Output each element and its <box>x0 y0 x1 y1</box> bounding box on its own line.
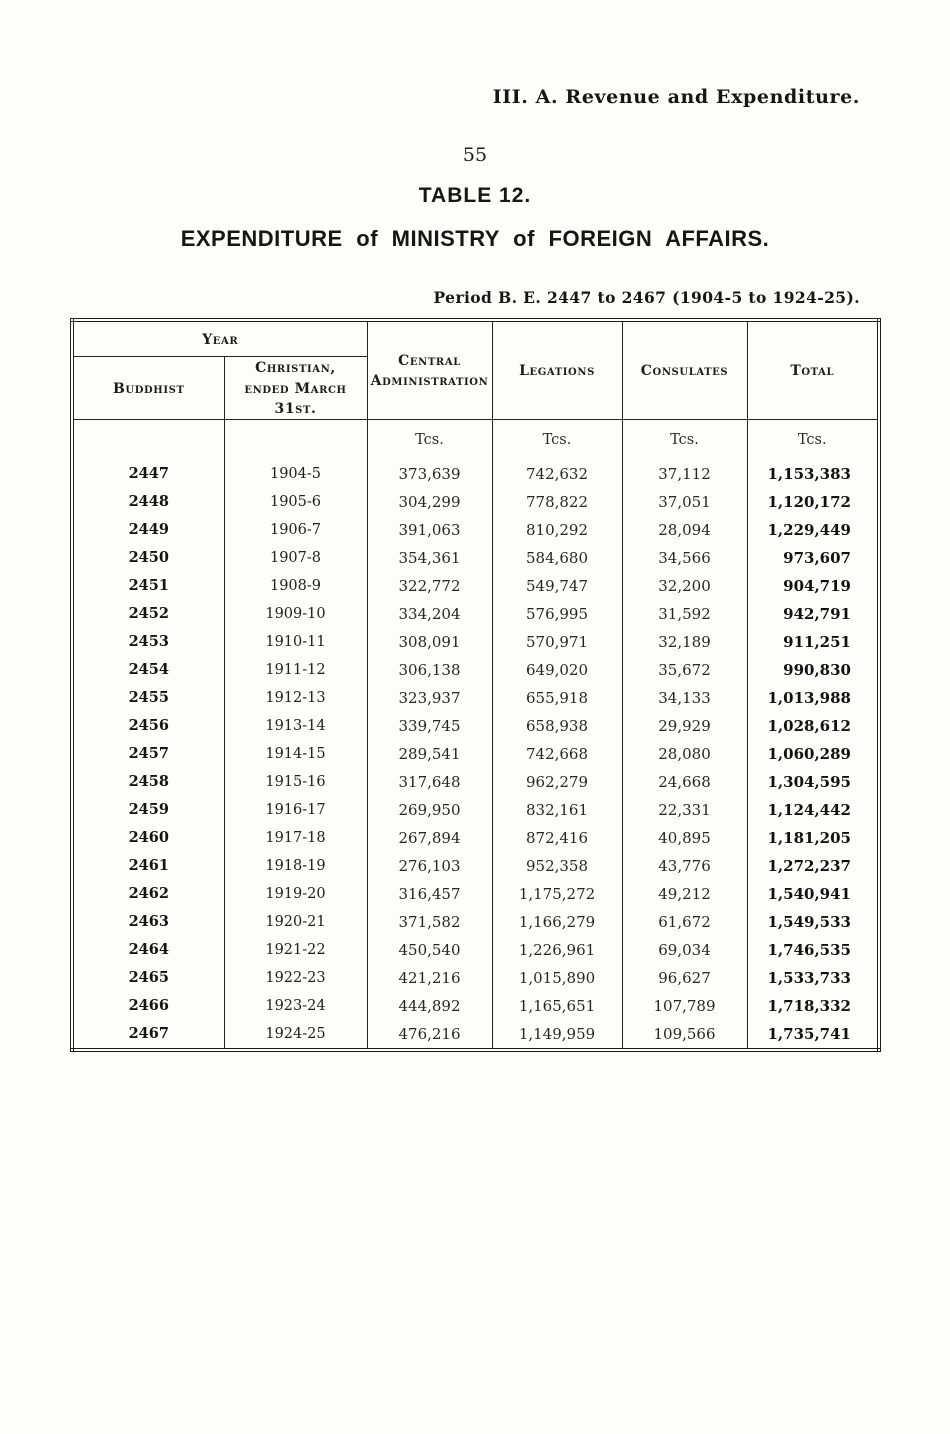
cell-consulates: 34,133 <box>622 684 747 712</box>
cell-consulates: 43,776 <box>622 852 747 880</box>
cell-buddhist-year: 2450 <box>128 549 169 566</box>
cell-christian-year: 1917-18 <box>224 824 367 852</box>
table-row <box>72 964 879 992</box>
cell-total: 942,791 <box>747 600 879 628</box>
table-row <box>72 908 879 936</box>
column-header-legations <box>492 320 622 419</box>
cell-buddhist-year: 2465 <box>128 969 169 986</box>
cell-legations: 584,680 <box>492 544 622 572</box>
cell-christian-year: 1916-17 <box>224 796 367 824</box>
period-label: Period B. E. 2447 to 2467 (1904-5 to 1924-25). <box>433 288 860 307</box>
cell-consulates: 37,112 <box>622 460 747 488</box>
unit-cell-total: Tcs. <box>747 419 879 460</box>
cell-consulates: 35,672 <box>622 656 747 684</box>
cell-buddhist-year: 2463 <box>128 913 169 930</box>
cell-central-administration: 450,540 <box>367 936 492 964</box>
cell-total: 1,181,205 <box>747 824 879 852</box>
cell-total: 1,549,533 <box>747 908 879 936</box>
cell-legations: 1,165,651 <box>492 992 622 1020</box>
cell-legations: 742,632 <box>492 460 622 488</box>
table-body <box>72 460 879 1050</box>
cell-central-administration: 304,299 <box>367 488 492 516</box>
cell-christian-year: 1924-25 <box>224 1020 367 1050</box>
running-head: III. A. Revenue and Expenditure. <box>492 86 860 108</box>
cell-legations: 1,015,890 <box>492 964 622 992</box>
cell-legations: 658,938 <box>492 712 622 740</box>
unit-cell-central: Tcs. <box>367 419 492 460</box>
column-header-consulates <box>622 320 747 419</box>
cell-total: 911,251 <box>747 628 879 656</box>
table-row <box>72 684 879 712</box>
cell-legations: 576,995 <box>492 600 622 628</box>
cell-consulates: 107,789 <box>622 992 747 1020</box>
cell-total: 1,304,595 <box>747 768 879 796</box>
column-header-christian <box>224 357 367 420</box>
cell-total: 1,153,383 <box>747 460 879 488</box>
cell-central-administration: 373,639 <box>367 460 492 488</box>
table-row <box>72 572 879 600</box>
cell-central-administration: 308,091 <box>367 628 492 656</box>
table-row <box>72 824 879 852</box>
cell-total: 1,533,733 <box>747 964 879 992</box>
table-row <box>72 880 879 908</box>
cell-consulates: 29,929 <box>622 712 747 740</box>
christian-header-line1: Christian, <box>255 360 336 376</box>
cell-legations: 962,279 <box>492 768 622 796</box>
cell-consulates: 96,627 <box>622 964 747 992</box>
consulates-header-label: Consulates <box>640 363 729 379</box>
cell-buddhist-year: 2456 <box>128 717 169 734</box>
header-row-1 <box>72 320 879 357</box>
cell-total: 1,120,172 <box>747 488 879 516</box>
cell-central-administration: 354,361 <box>367 544 492 572</box>
table-row <box>72 936 879 964</box>
cell-christian-year: 1915-16 <box>224 768 367 796</box>
cell-christian-year: 1919-20 <box>224 880 367 908</box>
unit-cell-legations: Tcs. <box>492 419 622 460</box>
unit-cell-buddhist <box>72 419 224 460</box>
cell-total: 1,735,741 <box>747 1020 879 1050</box>
cell-christian-year: 1914-15 <box>224 740 367 768</box>
cell-christian-year: 1912-13 <box>224 684 367 712</box>
cell-consulates: 34,566 <box>622 544 747 572</box>
cell-christian-year: 1923-24 <box>224 992 367 1020</box>
cell-central-administration: 323,937 <box>367 684 492 712</box>
cell-consulates: 22,331 <box>622 796 747 824</box>
table-row <box>72 656 879 684</box>
cell-buddhist-year: 2449 <box>128 521 169 538</box>
table-row <box>72 712 879 740</box>
cell-buddhist-year: 2447 <box>128 465 169 482</box>
cell-central-administration: 276,103 <box>367 852 492 880</box>
cell-buddhist-year: 2455 <box>128 689 169 706</box>
central-header-line1: Central <box>398 352 461 369</box>
cell-consulates: 109,566 <box>622 1020 747 1050</box>
cell-total: 1,229,449 <box>747 516 879 544</box>
cell-christian-year: 1913-14 <box>224 712 367 740</box>
cell-legations: 1,166,279 <box>492 908 622 936</box>
cell-christian-year: 1918-19 <box>224 852 367 880</box>
cell-central-administration: 339,745 <box>367 712 492 740</box>
cell-total: 1,013,988 <box>747 684 879 712</box>
table-row <box>72 488 879 516</box>
table-row <box>72 460 879 488</box>
column-header-total <box>747 320 879 419</box>
cell-consulates: 40,895 <box>622 824 747 852</box>
table-row <box>72 516 879 544</box>
cell-total: 1,028,612 <box>747 712 879 740</box>
cell-total: 1,124,442 <box>747 796 879 824</box>
cell-legations: 872,416 <box>492 824 622 852</box>
table-row <box>72 992 879 1020</box>
cell-buddhist-year: 2457 <box>128 745 169 762</box>
cell-total: 1,060,289 <box>747 740 879 768</box>
cell-total: 1,272,237 <box>747 852 879 880</box>
cell-central-administration: 316,457 <box>367 880 492 908</box>
cell-total: 1,746,535 <box>747 936 879 964</box>
cell-consulates: 24,668 <box>622 768 747 796</box>
unit-cell-christian <box>224 419 367 460</box>
cell-buddhist-year: 2466 <box>128 997 169 1014</box>
cell-central-administration: 267,894 <box>367 824 492 852</box>
cell-christian-year: 1911-12 <box>224 656 367 684</box>
cell-buddhist-year: 2460 <box>128 829 169 846</box>
table-row <box>72 628 879 656</box>
cell-christian-year: 1904-5 <box>224 460 367 488</box>
cell-consulates: 28,080 <box>622 740 747 768</box>
cell-total: 1,718,332 <box>747 992 879 1020</box>
units-row <box>72 419 879 460</box>
cell-christian-year: 1922-23 <box>224 964 367 992</box>
column-header-central-administration <box>367 320 492 419</box>
table-row <box>72 768 879 796</box>
cell-buddhist-year: 2459 <box>128 801 169 818</box>
cell-central-administration: 391,063 <box>367 516 492 544</box>
cell-buddhist-year: 2453 <box>128 633 169 650</box>
buddhist-header-label: Buddhist <box>113 380 185 397</box>
cell-consulates: 49,212 <box>622 880 747 908</box>
cell-buddhist-year: 2467 <box>128 1025 169 1042</box>
cell-christian-year: 1908-9 <box>224 572 367 600</box>
cell-legations: 549,747 <box>492 572 622 600</box>
table-row <box>72 1020 879 1050</box>
cell-legations: 810,292 <box>492 516 622 544</box>
year-header-label: Year <box>202 331 239 348</box>
table-row <box>72 600 879 628</box>
cell-consulates: 69,034 <box>622 936 747 964</box>
cell-legations: 1,226,961 <box>492 936 622 964</box>
christian-header-line2: ended March 31st. <box>244 380 347 417</box>
cell-consulates: 31,592 <box>622 600 747 628</box>
cell-legations: 832,161 <box>492 796 622 824</box>
table-row <box>72 796 879 824</box>
total-header-label: Total <box>790 363 835 379</box>
cell-total: 1,540,941 <box>747 880 879 908</box>
cell-buddhist-year: 2454 <box>128 661 169 678</box>
cell-consulates: 61,672 <box>622 908 747 936</box>
cell-legations: 1,175,272 <box>492 880 622 908</box>
cell-consulates: 28,094 <box>622 516 747 544</box>
cell-central-administration: 317,648 <box>367 768 492 796</box>
cell-legations: 1,149,959 <box>492 1020 622 1050</box>
cell-buddhist-year: 2458 <box>128 773 169 790</box>
table-row <box>72 740 879 768</box>
table-row <box>72 544 879 572</box>
cell-consulates: 37,051 <box>622 488 747 516</box>
cell-christian-year: 1910-11 <box>224 628 367 656</box>
cell-christian-year: 1905-6 <box>224 488 367 516</box>
cell-consulates: 32,189 <box>622 628 747 656</box>
cell-buddhist-year: 2448 <box>128 493 169 510</box>
expenditure-table <box>70 318 881 1052</box>
cell-legations: 570,971 <box>492 628 622 656</box>
cell-christian-year: 1921-22 <box>224 936 367 964</box>
cell-christian-year: 1907-8 <box>224 544 367 572</box>
cell-consulates: 32,200 <box>622 572 747 600</box>
column-header-buddhist <box>72 357 224 420</box>
cell-total: 973,607 <box>747 544 879 572</box>
column-header-year <box>72 320 367 357</box>
cell-central-administration: 306,138 <box>367 656 492 684</box>
page-number: 55 <box>462 144 488 166</box>
cell-total: 990,830 <box>747 656 879 684</box>
cell-legations: 655,918 <box>492 684 622 712</box>
legations-header-label: Legations <box>519 363 595 379</box>
cell-legations: 649,020 <box>492 656 622 684</box>
cell-legations: 742,668 <box>492 740 622 768</box>
table-label: TABLE 12. <box>418 184 532 207</box>
cell-central-administration: 289,541 <box>367 740 492 768</box>
cell-christian-year: 1906-7 <box>224 516 367 544</box>
cell-central-administration: 269,950 <box>367 796 492 824</box>
cell-buddhist-year: 2462 <box>128 885 169 902</box>
cell-buddhist-year: 2461 <box>128 857 169 874</box>
cell-buddhist-year: 2452 <box>128 605 169 622</box>
page-title: EXPENDITURE of MINISTRY of FOREIGN AFFAIRS. <box>180 226 770 251</box>
cell-christian-year: 1920-21 <box>224 908 367 936</box>
cell-total: 904,719 <box>747 572 879 600</box>
table-row <box>72 852 879 880</box>
cell-central-administration: 444,892 <box>367 992 492 1020</box>
cell-central-administration: 371,582 <box>367 908 492 936</box>
cell-central-administration: 421,216 <box>367 964 492 992</box>
cell-buddhist-year: 2464 <box>128 941 169 958</box>
cell-legations: 778,822 <box>492 488 622 516</box>
cell-buddhist-year: 2451 <box>128 577 169 594</box>
cell-central-administration: 334,204 <box>367 600 492 628</box>
cell-central-administration: 476,216 <box>367 1020 492 1050</box>
unit-cell-consulates: Tcs. <box>622 419 747 460</box>
cell-christian-year: 1909-10 <box>224 600 367 628</box>
cell-central-administration: 322,772 <box>367 572 492 600</box>
cell-legations: 952,358 <box>492 852 622 880</box>
central-header-line2: Administration <box>370 373 489 390</box>
